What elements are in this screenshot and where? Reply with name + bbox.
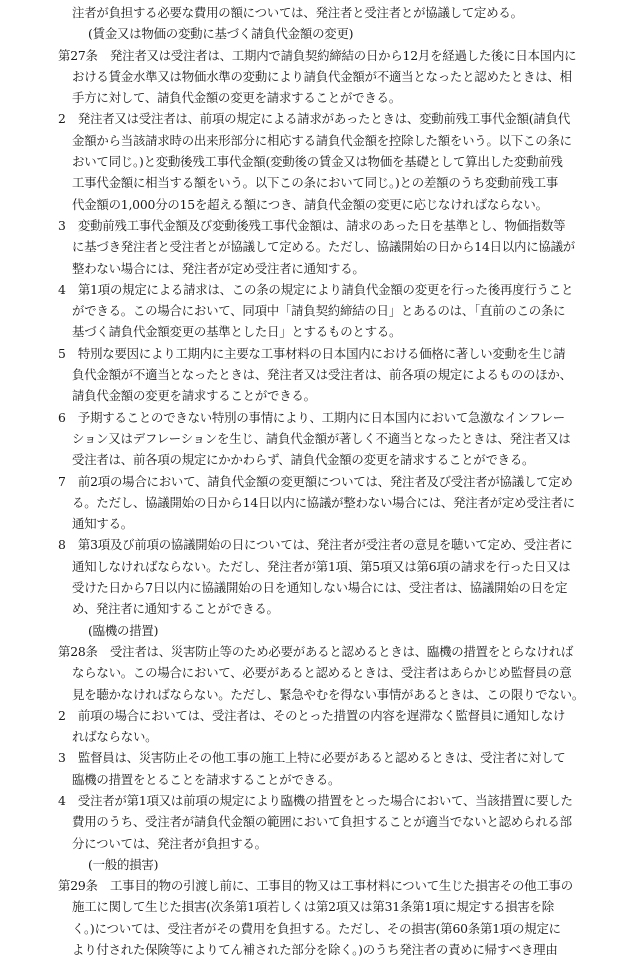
text-line: 整わない場合には、発注者が定め受注者に通知する。 bbox=[72, 260, 365, 276]
paragraph-line: 2 発注者又は受注者は、前項の規定による請求があったときは、変動前残工事代金額(請負代 bbox=[58, 111, 571, 127]
text-line: より付された保険等によりてん補された部分を除く。)のうち発注者の責めに帰すべき理由 bbox=[72, 942, 558, 958]
text-line: 注者が負担する必要な費用の額については、発注者と受注者とが協議して定める。 bbox=[72, 5, 523, 20]
text-line: 金額から当該請求時の出来形部分に相応する請負代金額を控除した額をいう。以下この条に bbox=[72, 132, 572, 148]
paragraph-line: 7 前2項の場合において、請負代金額の変更額については、発注者及び受注者が協議して定め bbox=[58, 473, 573, 489]
text-line: に基づき発注者と受注者とが協議して定める。ただし、協議開始の日から14日以内に協議が bbox=[72, 239, 575, 255]
text-line: 臨機の措置をとることを請求することができる。 bbox=[72, 771, 341, 787]
paragraph-line: 3 監督員は、災害防止その他工事の施工上特に必要があると認めるときは、受注者に対して bbox=[58, 750, 566, 766]
paragraph-line: 5 特別な要因により工期内に主要な工事材料の日本国内における価格に著しい変動を生じ請 bbox=[58, 345, 566, 361]
text-line: 請負代金額の変更を請求することができる。 bbox=[72, 388, 316, 404]
text-line: 代金額の1,000分の15を超える額につき、請負代金額の変更に応じなければならない。 bbox=[72, 196, 548, 212]
text-line: る。ただし、協議開始の日から14日以内に協議が整わない場合には、発注者が定め受注者に bbox=[72, 494, 575, 510]
paragraph-line: 3 変動前残工事代金額及び変動後残工事代金額は、請求のあった日を基準とし、物価指数等 bbox=[58, 217, 566, 233]
section-heading: (賃金又は物価の変動に基づく請負代金額の変更) bbox=[88, 26, 354, 42]
paragraph-line: 4 受注者が第1項又は前項の規定により臨機の措置をとった場合において、当該措置に要した bbox=[58, 792, 573, 808]
text-line: おける賃金水準又は物価水準の変動により請負代金額が不適当となったと認めたときは、相 bbox=[72, 68, 572, 84]
text-line: く。)については、受注者がその費用を負担する。ただし、その損害(第60条第1項の規定に bbox=[72, 920, 561, 936]
paragraph-line: 4 第1項の規定による請求は、この条の規定により請負代金額の変更を行った後再度行うこと bbox=[58, 281, 574, 297]
section-heading: (臨機の措置) bbox=[88, 622, 159, 638]
text-line: 手方に対して、請負代金額の変更を請求することができる。 bbox=[72, 90, 401, 106]
paragraph-line: 2 前項の場合においては、受注者は、そのとった措置の内容を遅滞なく監督員に通知しなけ bbox=[58, 707, 566, 723]
text-line: 通知しなければならない。ただし、発注者が第1項、第5項又は第6項の請求を行った日又は bbox=[72, 558, 571, 574]
text-line: 分については、発注者が負担する。 bbox=[72, 835, 267, 851]
text-line: ション又はデフレーションを生じ、請負代金額が著しく不適当となったときは、発注者又は bbox=[72, 430, 571, 446]
paragraph-line: 6 予期することのできない特別の事情により、工期内に日本国内において急激なインフレー bbox=[58, 409, 566, 425]
text-line: ならない。この場合において、必要があると認めるときは、受注者はあらかじめ監督員の意 bbox=[72, 665, 572, 681]
paragraph-line: 8 第3項及び前項の協議開始の日については、発注者が受注者の意見を聴いて定め、受注者に bbox=[58, 537, 573, 553]
text-line: 基づく請負代金額変更の基準とした日」とするものとする。 bbox=[72, 324, 402, 340]
text-line: 見を聴かなければならない。ただし、緊急やむを得ない事情があるときは、この限りでない。 bbox=[72, 686, 585, 702]
text-line: ればならない。 bbox=[72, 729, 158, 745]
text-line: め、発注者に通知することができる。 bbox=[72, 601, 279, 617]
article-line: 第28条 受注者は、災害防止等のため必要があると認めるときは、臨機の措置をとらなければ bbox=[58, 643, 574, 659]
text-line: おいて同じ。)と変動後残工事代金額(変動後の賃金又は物価を基礎として算出した変動前残 bbox=[72, 154, 563, 170]
text-line: 負代金額が不適当となったときは、発注者又は受注者は、前各項の規定によるもののほか、 bbox=[72, 367, 572, 383]
text-line: 工事代金額に相当する額をいう。以下この条において同じ。)との差額のうち変動前残工事 bbox=[72, 175, 559, 191]
text-line: 施工に関して生じた損害(次条第1項若しくは第2項又は第31条第1項に規定する損害を除 bbox=[72, 899, 554, 915]
text-line: ができる。この場合において、同項中「請負契約締結の日」とあるのは、「直前のこの条に bbox=[72, 303, 566, 319]
text-line: 受注者は、前各項の規定にかかわらず、請負代金額の変更を請求することができる。 bbox=[72, 452, 535, 468]
article-line: 第27条 発注者又は受注者は、工期内で請負契約締結の日から12月を経過した後に日本国内に bbox=[58, 47, 577, 63]
text-line: 通知する。 bbox=[72, 516, 133, 532]
article-line: 第29条 工事目的物の引渡し前に、工事目的物又は工事材料について生じた損害その他工事の bbox=[58, 878, 573, 894]
section-heading: (一般的損害) bbox=[88, 856, 159, 872]
text-line: 費用のうち、受注者が請負代金額の範囲において負担することが適当でないと認められる部 bbox=[72, 814, 572, 830]
text-line: 受けた日から7日以内に協議開始の日を通知しない場合には、受注者は、協議開始の日を定 bbox=[72, 580, 568, 596]
